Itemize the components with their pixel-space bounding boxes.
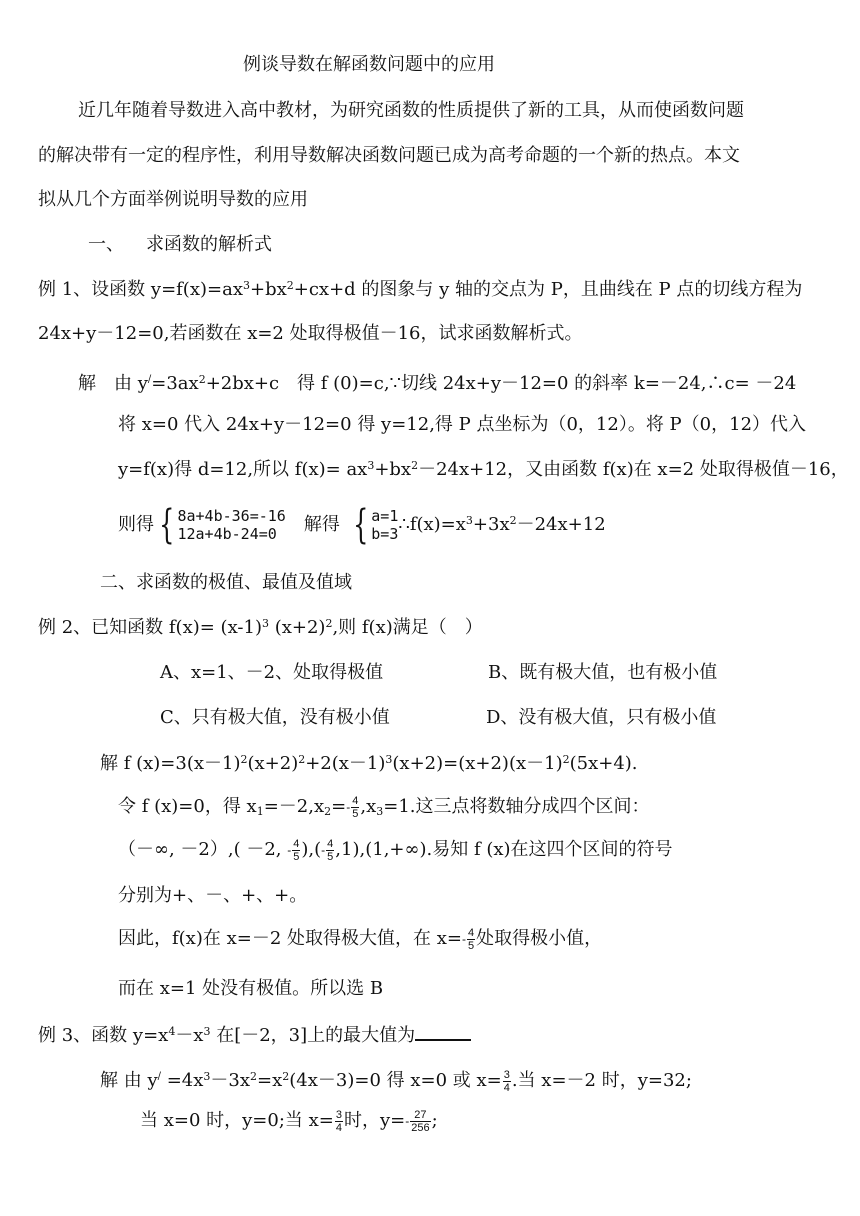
- ex2-solution-line-1: 解 f $(x)=3(x-1)^2(x+2)^2+2(x-1)^3(x+2)=(x+2)(x-1)^2(5x+4)$.: [100, 753, 638, 774]
- intro-line-3: 拟从几个方面举例说明导数的应用: [38, 189, 308, 210]
- ex2-option-c: C、只有极大值，没有极小值: [160, 707, 390, 728]
- equation-system-1: { 8a+4b-36=-16 12a+4b-24=0: [159, 502, 286, 548]
- section-2-heading: 二、求函数的极值、最值及值域: [100, 572, 352, 593]
- ex2-option-b: B、既有极大值，也有极小值: [488, 662, 718, 683]
- fraction-4-5: $\frac{4}{5}$: [293, 837, 300, 863]
- ex3-question: 例 3、函数 $y=x^4-x^3$ 在[－2，3]上的最大值为: [38, 1021, 471, 1049]
- fraction-4-5: $\frac{4}{5}$: [467, 926, 475, 952]
- fraction-3-4: $\frac{3}{4}$: [335, 1108, 342, 1134]
- equation-system-2: { a=1 b=3: [352, 502, 399, 548]
- ex1-solution-line-3: y=f(x)得 d=12,所以 $f(x)= ax^3+bx^2-24x+12$，又由函数 f(x)在 x=2 处取得极值－16，: [118, 459, 849, 480]
- section-1-number: 一、: [88, 234, 124, 255]
- ex2-solution-line-2: 令 f (x)=0，得 $x_1=-2,x_2=-$ $\frac{4}{5}$ $,x_3=1$.这三点将数轴分成四个区间：: [118, 794, 650, 820]
- fraction-27-256: $\frac{27}{256}$: [411, 1108, 430, 1134]
- ex2-option-d: D、没有极大值，只有极小值: [486, 707, 717, 728]
- ex3-solution-line-2: 当 x=0 时，y=0;当 x= $\frac{3}{4}$ 时，y=- $\frac{27}{256}$ ;: [140, 1108, 438, 1134]
- ex2-option-a: A、x=1、－2、处取得极值: [160, 662, 384, 683]
- page-title: 例谈导数在解函数问题中的应用: [243, 54, 495, 75]
- ex1-question-line-1: 例 1、设函数 $y=f(x)=ax^3+bx^2+cx+d$ 的图象与 y 轴的交点为 P，且曲线在 P 点的切线方程为: [38, 279, 803, 300]
- ex2-solution-line-3: （－∞, －2）,( －2, - $\frac{4}{5}$ ),(- $\frac{4}{5}$ ,1),(1,+∞).易知 f (x)在这四个区间的符号: [118, 837, 673, 863]
- ex2-solution-line-5: 因此，f(x)在 x=－2 处取得极大值，在 x=- $\frac{4}{5}$ 处取得极小值，: [118, 926, 603, 952]
- intro-line-1: 近几年随着导数进入高中教材，为研究函数的性质提供了新的工具，从而使函数问题: [78, 100, 744, 121]
- ex2-solution-line-6: 而在 x=1 处没有极值。所以选 B: [118, 978, 384, 999]
- ex3-solution-line-1: 解 由 $y^/ =4x^3-3x^2=x^2(4x-3)=0$ 得 x=0 或 x= $\frac{3}{4}$ .当 x=－2 时，y=32;: [100, 1068, 692, 1094]
- fraction-3-4: $\frac{3}{4}$: [503, 1068, 510, 1094]
- ex1-solution-line-1: 解 由 $y^/=3ax^2+2bx+c$ 得 f (0)=c,∵切线 24x+y－12=0 的斜率 k=－24,∴c= －24: [78, 373, 797, 394]
- ex2-solution-line-4: 分别为+、－、+、+。: [118, 885, 308, 906]
- ex1-solution-line-4: 则得 { 8a+4b-36=-16 12a+4b-24=0 解得 { a=1 b=3 $\therefore f(x)=x^3+3x^2-24x+12$: [118, 502, 606, 548]
- ex1-solution-line-2: 将 x=0 代入 24x+y－12=0 得 y=12,得 P 点坐标为（0，12）。将 P（0，12）代入: [118, 414, 807, 435]
- fraction-4-5: $\frac{4}{5}$: [352, 794, 359, 820]
- intro-line-2: 的解决带有一定的程序性，利用导数解决函数问题已成为高考命题的一个新的热点。本文: [38, 145, 740, 166]
- ex2-question: 例 2、已知函数 $f(x)= (x-1)^3$ $(x+2)^2$,则 f(x)满足（ ）: [38, 617, 483, 638]
- answer-blank: [415, 1021, 471, 1041]
- ex1-question-line-2: 24x+y－12=0,若函数在 x=2 处取得极值－16，试求函数解析式。: [38, 323, 583, 344]
- section-1-heading: [88, 232, 272, 258]
- section-1-title: 求函数的解析式: [146, 234, 272, 255]
- fraction-4-5: $\frac{4}{5}$: [327, 837, 334, 863]
